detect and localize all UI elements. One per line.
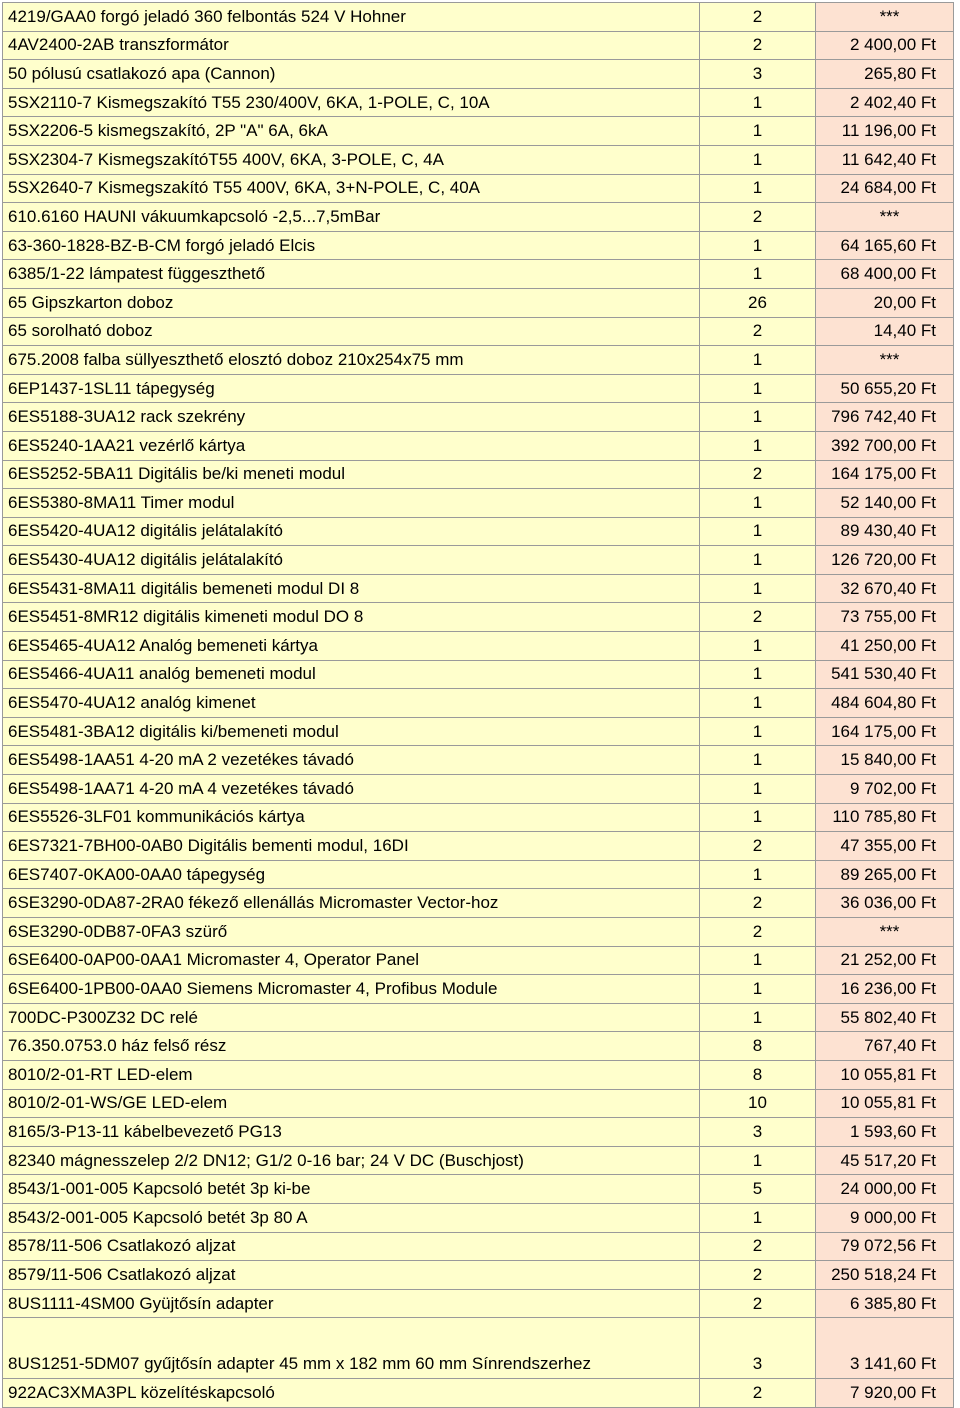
table-row bbox=[3, 203, 954, 232]
item-name-cell: 6ES5420-4UA12 digitális jelátalakító bbox=[3, 517, 700, 546]
price-cell: 1 593,60 Ft bbox=[816, 1118, 954, 1147]
table-row bbox=[3, 117, 954, 146]
price-cell: 32 670,40 Ft bbox=[816, 574, 954, 603]
item-name-cell: 8165/3-P13-11 kábelbevezető PG13 bbox=[3, 1118, 700, 1147]
price-cell: 11 196,00 Ft bbox=[816, 117, 954, 146]
price-cell: 24 000,00 Ft bbox=[816, 1175, 954, 1204]
table-row bbox=[3, 403, 954, 432]
price-cell: 250 518,24 Ft bbox=[816, 1261, 954, 1290]
item-name-cell: 65 sorolható doboz bbox=[3, 317, 700, 346]
table-row bbox=[3, 860, 954, 889]
item-name-cell: 6ES5252-5BA11 Digitális be/ki meneti modul bbox=[3, 460, 700, 489]
table-row bbox=[3, 231, 954, 260]
item-name-cell: 6ES5481-3BA12 digitális ki/bemeneti modul bbox=[3, 717, 700, 746]
table-row bbox=[3, 288, 954, 317]
quantity-cell: 1 bbox=[700, 775, 816, 804]
quantity-cell: 8 bbox=[700, 1032, 816, 1061]
item-name-cell: 8543/2-001-005 Kapcsoló betét 3p 80 A bbox=[3, 1203, 700, 1232]
quantity-cell: 1 bbox=[700, 117, 816, 146]
quantity-cell: 26 bbox=[700, 288, 816, 317]
price-cell: 2 402,40 Ft bbox=[816, 88, 954, 117]
quantity-cell: 1 bbox=[700, 689, 816, 718]
quantity-cell: 1 bbox=[700, 1146, 816, 1175]
price-cell: 36 036,00 Ft bbox=[816, 889, 954, 918]
quantity-cell: 1 bbox=[700, 803, 816, 832]
table-row bbox=[3, 431, 954, 460]
table-row bbox=[3, 460, 954, 489]
quantity-cell: 2 bbox=[700, 1261, 816, 1290]
item-name-cell: 610.6160 HAUNI vákuumkapcsoló -2,5...7,5mBar bbox=[3, 203, 700, 232]
item-name-cell: 63-360-1828-BZ-B-CM forgó jeladó Elcis bbox=[3, 231, 700, 260]
quantity-cell: 1 bbox=[700, 860, 816, 889]
table-row bbox=[3, 60, 954, 89]
table-row bbox=[3, 346, 954, 375]
item-name-cell: 6SE6400-1PB00-0AA0 Siemens Micromaster 4, Profibus Module bbox=[3, 975, 700, 1004]
item-name-cell: 5SX2640-7 Kismegszakító T55 400V, 6KA, 3+N-POLE, C, 40A bbox=[3, 174, 700, 203]
price-cell: *** bbox=[816, 203, 954, 232]
item-name-cell: 922AC3XMA3PL közelítéskapcsoló bbox=[3, 1379, 700, 1408]
item-name-cell: 50 pólusú csatlakozó apa (Cannon) bbox=[3, 60, 700, 89]
table-row bbox=[3, 1203, 954, 1232]
table-row bbox=[3, 603, 954, 632]
quantity-cell: 3 bbox=[700, 60, 816, 89]
table-row bbox=[3, 1118, 954, 1147]
item-name-cell: 6SE3290-0DA87-2RA0 fékező ellenállás Micromaster Vector-hoz bbox=[3, 889, 700, 918]
table-row bbox=[3, 632, 954, 661]
price-cell: *** bbox=[816, 3, 954, 32]
price-cell: 767,40 Ft bbox=[816, 1032, 954, 1061]
price-cell: 11 642,40 Ft bbox=[816, 145, 954, 174]
price-cell: 541 530,40 Ft bbox=[816, 660, 954, 689]
item-name-cell: 6ES5526-3LF01 kommunikációs kártya bbox=[3, 803, 700, 832]
price-cell: 796 742,40 Ft bbox=[816, 403, 954, 432]
quantity-cell: 1 bbox=[700, 403, 816, 432]
quantity-cell: 1 bbox=[700, 489, 816, 518]
item-name-cell: 6SE6400-0AP00-0AA1 Micromaster 4, Operator Panel bbox=[3, 946, 700, 975]
price-cell: 68 400,00 Ft bbox=[816, 260, 954, 289]
price-cell: 7 920,00 Ft bbox=[816, 1379, 954, 1408]
price-cell: 164 175,00 Ft bbox=[816, 717, 954, 746]
table-row bbox=[3, 174, 954, 203]
quantity-cell: 2 bbox=[700, 1232, 816, 1261]
price-cell: 79 072,56 Ft bbox=[816, 1232, 954, 1261]
price-cell: 6 385,80 Ft bbox=[816, 1289, 954, 1318]
item-name-cell: 6ES5466-4UA11 analóg bemeneti modul bbox=[3, 660, 700, 689]
price-cell: *** bbox=[816, 346, 954, 375]
item-name-cell: 5SX2304-7 KismegszakítóT55 400V, 6KA, 3-POLE, C, 4A bbox=[3, 145, 700, 174]
table-row bbox=[3, 574, 954, 603]
table-row bbox=[3, 1032, 954, 1061]
item-name-cell: 6ES5465-4UA12 Analóg bemeneti kártya bbox=[3, 632, 700, 661]
item-name-cell: 4219/GAA0 forgó jeladó 360 felbontás 524 V Hohner bbox=[3, 3, 700, 32]
item-name-cell: 6ES5498-1AA71 4-20 mA 4 vezetékes távadó bbox=[3, 775, 700, 804]
table-row bbox=[3, 1089, 954, 1118]
table-row bbox=[3, 1003, 954, 1032]
price-cell: 55 802,40 Ft bbox=[816, 1003, 954, 1032]
price-cell: 73 755,00 Ft bbox=[816, 603, 954, 632]
item-name-cell: 8579/11-506 Csatlakozó aljzat bbox=[3, 1261, 700, 1290]
price-cell: 484 604,80 Ft bbox=[816, 689, 954, 718]
table-row bbox=[3, 489, 954, 518]
item-name-cell: 6ES5498-1AA51 4-20 mA 2 vezetékes távadó bbox=[3, 746, 700, 775]
quantity-cell: 1 bbox=[700, 346, 816, 375]
quantity-cell: 2 bbox=[700, 889, 816, 918]
quantity-cell: 1 bbox=[700, 374, 816, 403]
quantity-cell: 2 bbox=[700, 1289, 816, 1318]
quantity-cell: 2 bbox=[700, 918, 816, 947]
item-name-cell: 6ES5470-4UA12 analóg kimenet bbox=[3, 689, 700, 718]
price-cell: 265,80 Ft bbox=[816, 60, 954, 89]
quantity-cell: 2 bbox=[700, 31, 816, 60]
quantity-cell: 2 bbox=[700, 203, 816, 232]
table-row bbox=[3, 517, 954, 546]
price-cell: 9 000,00 Ft bbox=[816, 1203, 954, 1232]
item-name-cell: 65 Gipszkarton doboz bbox=[3, 288, 700, 317]
item-name-cell: 6ES7407-0KA00-0AA0 tápegység bbox=[3, 860, 700, 889]
quantity-cell: 2 bbox=[700, 3, 816, 32]
price-cell: 24 684,00 Ft bbox=[816, 174, 954, 203]
price-cell: 15 840,00 Ft bbox=[816, 746, 954, 775]
inventory-table bbox=[2, 2, 954, 1408]
price-cell: 52 140,00 Ft bbox=[816, 489, 954, 518]
quantity-cell: 1 bbox=[700, 88, 816, 117]
table-row bbox=[3, 918, 954, 947]
item-name-cell: 6SE3290-0DB87-0FA3 szürő bbox=[3, 918, 700, 947]
price-cell: 89 265,00 Ft bbox=[816, 860, 954, 889]
quantity-cell: 1 bbox=[700, 746, 816, 775]
item-name-cell: 6ES5431-8MA11 digitális bemeneti modul DI 8 bbox=[3, 574, 700, 603]
quantity-cell: 1 bbox=[700, 517, 816, 546]
item-name-cell: 8578/11-506 Csatlakozó aljzat bbox=[3, 1232, 700, 1261]
quantity-cell: 1 bbox=[700, 231, 816, 260]
table-row bbox=[3, 660, 954, 689]
table-row bbox=[3, 145, 954, 174]
quantity-cell: 3 bbox=[700, 1318, 816, 1379]
price-cell: 392 700,00 Ft bbox=[816, 431, 954, 460]
item-name-cell: 4AV2400-2AB transzformátor bbox=[3, 31, 700, 60]
quantity-cell: 1 bbox=[700, 431, 816, 460]
item-name-cell: 5SX2110-7 Kismegszakító T55 230/400V, 6KA, 1-POLE, C, 10A bbox=[3, 88, 700, 117]
item-name-cell: 8010/2-01-RT LED-elem bbox=[3, 1060, 700, 1089]
table-row bbox=[3, 317, 954, 346]
item-name-cell: 6ES5188-3UA12 rack szekrény bbox=[3, 403, 700, 432]
item-name-cell: 5SX2206-5 kismegszakító, 2P "A" 6A, 6kA bbox=[3, 117, 700, 146]
price-cell: 41 250,00 Ft bbox=[816, 632, 954, 661]
price-cell: 16 236,00 Ft bbox=[816, 975, 954, 1004]
item-name-cell: 6ES5380-8MA11 Timer modul bbox=[3, 489, 700, 518]
table-row bbox=[3, 975, 954, 1004]
table-row bbox=[3, 374, 954, 403]
quantity-cell: 1 bbox=[700, 1203, 816, 1232]
quantity-cell: 1 bbox=[700, 660, 816, 689]
price-cell: 14,40 Ft bbox=[816, 317, 954, 346]
table-row bbox=[3, 1261, 954, 1290]
table-row bbox=[3, 1146, 954, 1175]
item-name-cell: 675.2008 falba süllyeszthető elosztó doboz 210x254x75 mm bbox=[3, 346, 700, 375]
table-row bbox=[3, 775, 954, 804]
table-row bbox=[3, 31, 954, 60]
quantity-cell: 2 bbox=[700, 460, 816, 489]
item-name-cell: 8010/2-01-WS/GE LED-elem bbox=[3, 1089, 700, 1118]
price-cell: 21 252,00 Ft bbox=[816, 946, 954, 975]
price-cell: *** bbox=[816, 918, 954, 947]
item-name-cell: 6ES5430-4UA12 digitális jelátalakító bbox=[3, 546, 700, 575]
item-name-cell: 6EP1437-1SL11 tápegység bbox=[3, 374, 700, 403]
item-name-cell: 82340 mágnesszelep 2/2 DN12; G1/2 0-16 bar; 24 V DC (Buschjost) bbox=[3, 1146, 700, 1175]
quantity-cell: 1 bbox=[700, 632, 816, 661]
table-row bbox=[3, 1175, 954, 1204]
quantity-cell: 2 bbox=[700, 603, 816, 632]
price-cell: 50 655,20 Ft bbox=[816, 374, 954, 403]
price-cell: 126 720,00 Ft bbox=[816, 546, 954, 575]
quantity-cell: 1 bbox=[700, 975, 816, 1004]
quantity-cell: 1 bbox=[700, 174, 816, 203]
price-cell: 20,00 Ft bbox=[816, 288, 954, 317]
price-cell: 2 400,00 Ft bbox=[816, 31, 954, 60]
price-cell: 3 141,60 Ft bbox=[816, 1318, 954, 1379]
price-cell: 89 430,40 Ft bbox=[816, 517, 954, 546]
quantity-cell: 1 bbox=[700, 145, 816, 174]
price-cell: 164 175,00 Ft bbox=[816, 460, 954, 489]
price-cell: 45 517,20 Ft bbox=[816, 1146, 954, 1175]
price-cell: 64 165,60 Ft bbox=[816, 231, 954, 260]
table-row bbox=[3, 1232, 954, 1261]
table-row bbox=[3, 889, 954, 918]
price-cell: 47 355,00 Ft bbox=[816, 832, 954, 861]
table-row bbox=[3, 746, 954, 775]
quantity-cell: 2 bbox=[700, 317, 816, 346]
price-cell: 110 785,80 Ft bbox=[816, 803, 954, 832]
item-name-cell: 6ES5451-8MR12 digitális kimeneti modul DO 8 bbox=[3, 603, 700, 632]
quantity-cell: 1 bbox=[700, 717, 816, 746]
table-row bbox=[3, 1060, 954, 1089]
table-row bbox=[3, 689, 954, 718]
item-name-cell: 76.350.0753.0 ház felső rész bbox=[3, 1032, 700, 1061]
table-row bbox=[3, 717, 954, 746]
item-name-cell: 700DC-P300Z32 DC relé bbox=[3, 1003, 700, 1032]
item-name-cell: 8US1111-4SM00 Gyüjtősín adapter bbox=[3, 1289, 700, 1318]
quantity-cell: 1 bbox=[700, 546, 816, 575]
table-row bbox=[3, 946, 954, 975]
table-row bbox=[3, 3, 954, 32]
quantity-cell: 10 bbox=[700, 1089, 816, 1118]
quantity-cell: 2 bbox=[700, 832, 816, 861]
price-cell: 10 055,81 Ft bbox=[816, 1089, 954, 1118]
table-row bbox=[3, 803, 954, 832]
table-row bbox=[3, 88, 954, 117]
item-name-cell: 6ES5240-1AA21 vezérlő kártya bbox=[3, 431, 700, 460]
quantity-cell: 1 bbox=[700, 260, 816, 289]
table-row bbox=[3, 546, 954, 575]
quantity-cell: 2 bbox=[700, 1379, 816, 1408]
quantity-cell: 3 bbox=[700, 1118, 816, 1147]
price-cell: 10 055,81 Ft bbox=[816, 1060, 954, 1089]
table-row bbox=[3, 1289, 954, 1318]
item-name-cell: 8543/1-001-005 Kapcsoló betét 3p ki-be bbox=[3, 1175, 700, 1204]
quantity-cell: 8 bbox=[700, 1060, 816, 1089]
item-name-cell: 6ES7321-7BH00-0AB0 Digitális bementi modul, 16DI bbox=[3, 832, 700, 861]
price-cell: 9 702,00 Ft bbox=[816, 775, 954, 804]
quantity-cell: 5 bbox=[700, 1175, 816, 1204]
table-row bbox=[3, 832, 954, 861]
table-row bbox=[3, 1318, 954, 1379]
item-name-cell: 8US1251-5DM07 gyűjtősín adapter 45 mm x 182 mm 60 mm Sínrendszerhez bbox=[3, 1318, 700, 1379]
item-name-cell: 6385/1-22 lámpatest függeszthető bbox=[3, 260, 700, 289]
quantity-cell: 1 bbox=[700, 946, 816, 975]
table-row bbox=[3, 260, 954, 289]
table-row bbox=[3, 1379, 954, 1408]
table-body bbox=[3, 3, 954, 1408]
quantity-cell: 1 bbox=[700, 1003, 816, 1032]
quantity-cell: 1 bbox=[700, 574, 816, 603]
